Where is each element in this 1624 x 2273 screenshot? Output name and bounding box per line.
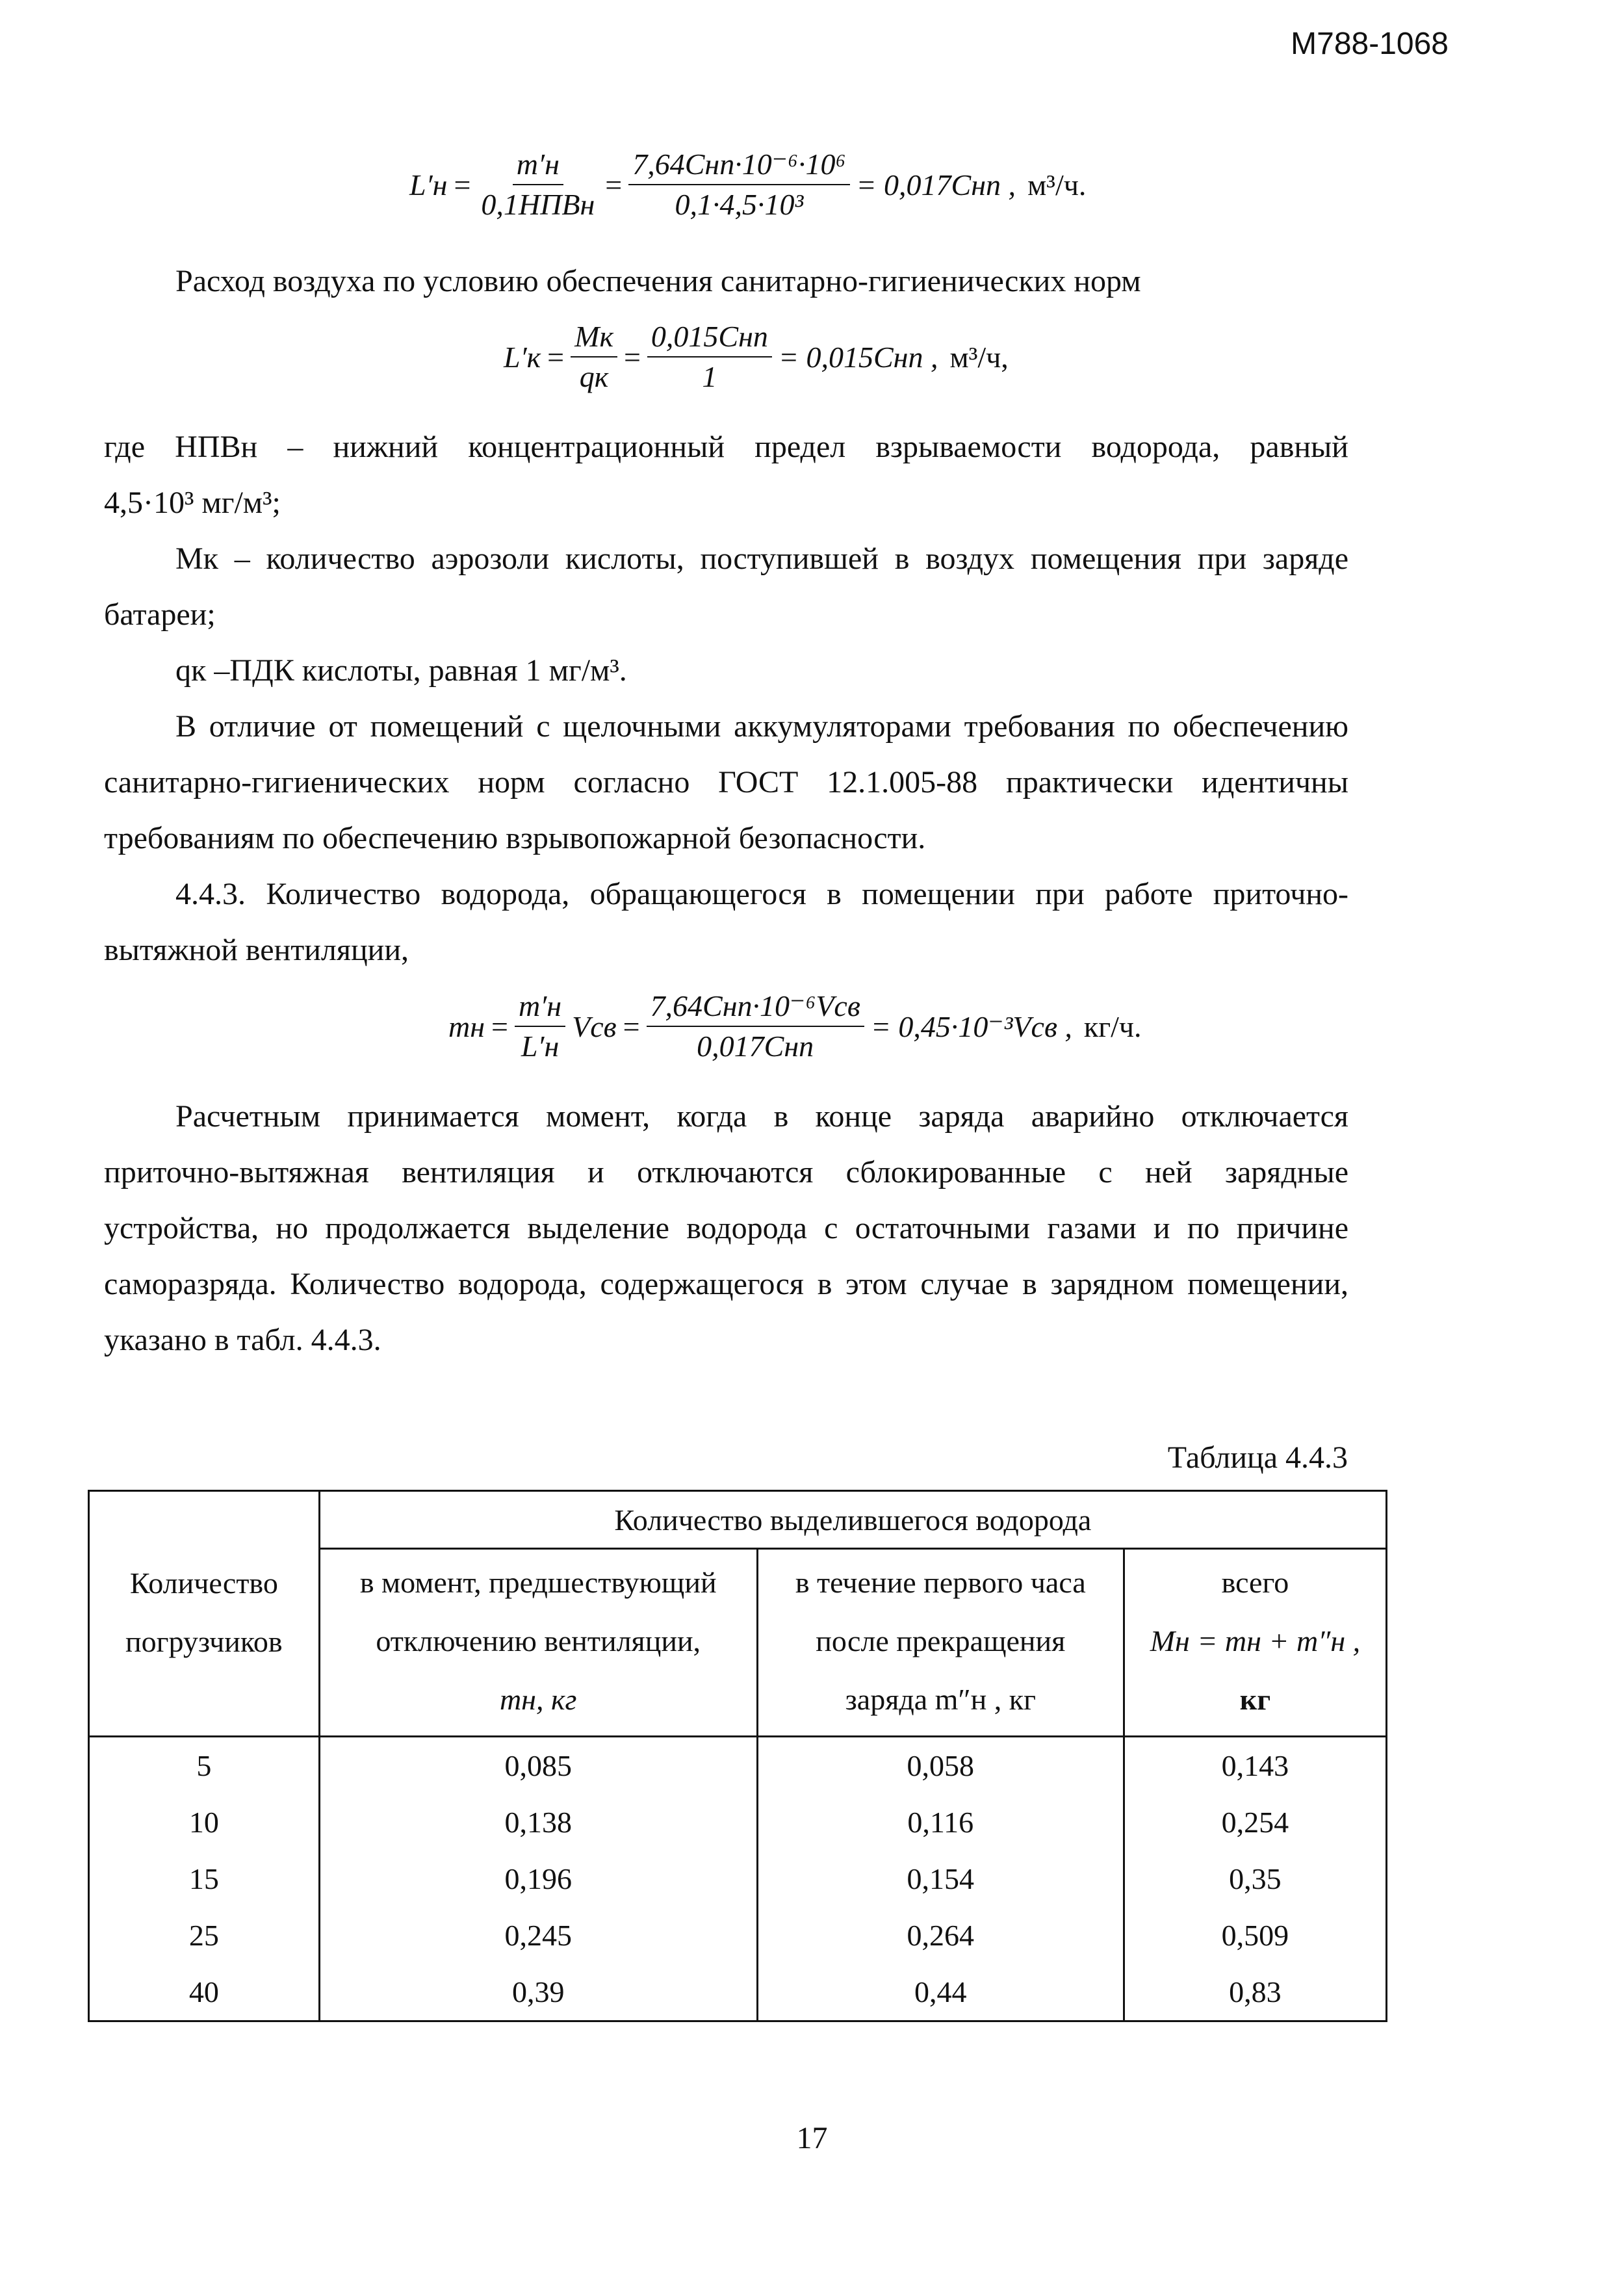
formula1-unit: м³/ч. [1027,168,1087,201]
formula1-result: = 0,017Cнn , [856,168,1016,201]
header-col1-line-2: погрузчиков [125,1624,283,1658]
cell-before-shutdown: 0,39 [319,1964,757,2021]
hydrogen-table [88,1490,1387,2022]
cell-before-shutdown: 0,196 [319,1851,757,1907]
cell-first-hour: 0,154 [757,1851,1124,1907]
cell-loaders: 15 [89,1851,320,1907]
formula3-frac1-denominator: L′н [521,1030,560,1063]
table-row [89,1964,1387,2021]
table-row [89,1907,1387,1964]
header-col4-line-3: кг [1239,1683,1271,1716]
definition-mk: Mк – количество аэрозоли кислоты, поступившей в воздух помещения при заряде [175,541,1348,576]
formula3-frac2-denominator: 0,017Cнn [697,1030,814,1063]
header-col2-line-3: mн, кг [499,1683,577,1716]
formula3-lhs: mн [448,1009,485,1043]
cell-total: 0,254 [1124,1794,1386,1851]
paragraph-calc-line-1: Расчетным принимается момент, когда в конце заряда аварийно отключается [175,1099,1348,1134]
formula2-fraction-2 [647,318,772,395]
page-number: 17 [796,2121,828,2155]
formula1-frac2-denominator: 0,1·4,5·10³ [675,188,804,221]
table-row [89,1737,1387,1795]
header-col2-line-1: в момент, предшествующий [359,1566,717,1599]
formula1-frac2-numerator: 7,64Cнn·10⁻⁶·10⁶ [628,146,849,185]
paragraph-calc-line-2: приточно-вытяжная вентиляция и отключаются сблокированные с ней зарядные [104,1155,1348,1189]
paragraph-calc-line-5: указано в табл. 4.4.3. [104,1323,381,1357]
cell-first-hour: 0,264 [757,1907,1124,1964]
formula-hydrogen-mass: mн = $\frac{m'н}{L'н}$ Vсв = $\frac{\text{7,64Cнn·10⁻⁶Vсв}}{\text{0,017Cнn}}$ = 0,45·10⁻³Vсв , кг/ч. [448,988,1142,1065]
cell-total: 0,509 [1124,1907,1386,1964]
definition-qk: qк –ПДК кислоты, равная 1 мг/м³. [175,653,627,688]
formula3-v-factor: Vсв [572,1009,617,1043]
cell-loaders: 10 [89,1794,320,1851]
formula1-fraction-1 [477,146,599,223]
formula2-lhs: L′к [504,340,541,374]
formula3-fraction-2 [647,988,864,1065]
formula3-result: = 0,45·10⁻³Vсв , [870,1010,1072,1043]
cell-first-hour: 0,116 [757,1794,1124,1851]
cell-total: 0,143 [1124,1737,1386,1795]
cell-before-shutdown: 0,138 [319,1794,757,1851]
paragraph-alkaline-line-1: В отличие от помещений с щелочными аккумуляторами требования по обеспечению [175,709,1348,744]
header-total [1124,1549,1386,1737]
formula2-fraction-1 [571,318,617,395]
paragraph-alkaline-line-3: требованиям по обеспечению взрывопожарной безопасности. [104,821,926,855]
formula3-unit: кг/ч. [1083,1009,1142,1043]
cell-loaders: 40 [89,1964,320,2021]
definition-npv-value: 4,5·10³ мг/м³; [104,486,281,520]
header-col4-line-1: всего [1221,1566,1289,1599]
formula-airflow-acid: L′к = $\frac{Mк}{qк}$ = $\frac{\text{0,015Cнn}}{1}$ = 0,015Cнn , м³/ч, [504,318,1009,395]
formula3-frac1-numerator: m′н [515,988,565,1027]
header-col1-line-1: Количество [129,1566,278,1600]
formula-airflow-hydrogen: L′н = $\frac{m'н}{\text{0,1НПВн}}$ = $\frac{\text{7,64Cнn·10⁻⁶·10⁶}}{\text{0,1·4,5·10³}}$ = 0,017Cнn , м³/ч. [409,146,1086,223]
cell-total: 0,35 [1124,1851,1386,1907]
cell-total: 0,83 [1124,1964,1386,2021]
header-col4-line-2: Mн = mн + m″н , [1150,1624,1361,1657]
formula2-result: = 0,015Cнn , [778,340,938,374]
paragraph-calc-line-4: саморазряда. Количество водорода, содержащегося в этом случае в зарядном помещении, [104,1267,1348,1301]
definition-npv: где НПВн – нижний концентрационный предел взрываемости водорода, равный [104,430,1348,464]
table-row [89,1851,1387,1907]
formula3-fraction-1 [515,988,565,1065]
paragraph-alkaline-line-2: санитарно-гигиенических норм согласно ГОСТ 12.1.005-88 практически идентичны [104,765,1348,799]
paragraph-calc-line-3: устройства, но продолжается выделение водорода с остаточными газами и по причине [104,1211,1348,1245]
formula2-frac2-denominator: 1 [702,360,717,393]
header-col3-line-2: после прекращения [816,1624,1066,1657]
paragraph-air-consumption: Расход воздуха по условию обеспечения санитарно-гигиенических норм [175,264,1141,298]
header-first-hour [757,1549,1124,1737]
header-col2-line-2: отключению вентиляции, [376,1624,701,1657]
formula2-frac1-denominator: qк [579,360,609,393]
formula1-lhs: L′н [409,168,448,201]
cell-before-shutdown: 0,085 [319,1737,757,1795]
definition-mk-cont: батареи; [104,597,216,632]
table-caption: Таблица 4.4.3 [1167,1440,1348,1475]
formula2-unit: м³/ч, [949,340,1009,374]
table-row [89,1794,1387,1851]
formula1-fraction-2 [628,146,849,223]
cell-before-shutdown: 0,245 [319,1907,757,1964]
formula1-frac1-numerator: m′н [513,146,563,185]
header-group-hydrogen: Количество выделившегося водорода [319,1491,1386,1549]
header-before-shutdown [319,1549,757,1737]
cell-loaders: 25 [89,1907,320,1964]
cell-loaders: 5 [89,1737,320,1795]
header-loaders-count [89,1491,320,1737]
formula1-frac1-denominator: 0,1НПВн [481,188,595,221]
header-col3-line-3: заряда m″н , кг [845,1683,1036,1716]
cell-first-hour: 0,44 [757,1964,1124,2021]
formula2-frac1-numerator: Mк [571,318,617,357]
formula2-frac2-numerator: 0,015Cнn [647,318,772,357]
paragraph-443-line-2: вытяжной вентиляции, [104,933,409,967]
cell-first-hour: 0,058 [757,1737,1124,1795]
document-code: М788-1068 [1291,27,1449,61]
paragraph-443-line-1: 4.4.3. Количество водорода, обращающегося в помещении при работе приточно- [175,877,1348,911]
header-col3-line-1: в течение первого часа [795,1566,1086,1599]
formula3-frac2-numerator: 7,64Cнn·10⁻⁶Vсв [647,988,864,1027]
